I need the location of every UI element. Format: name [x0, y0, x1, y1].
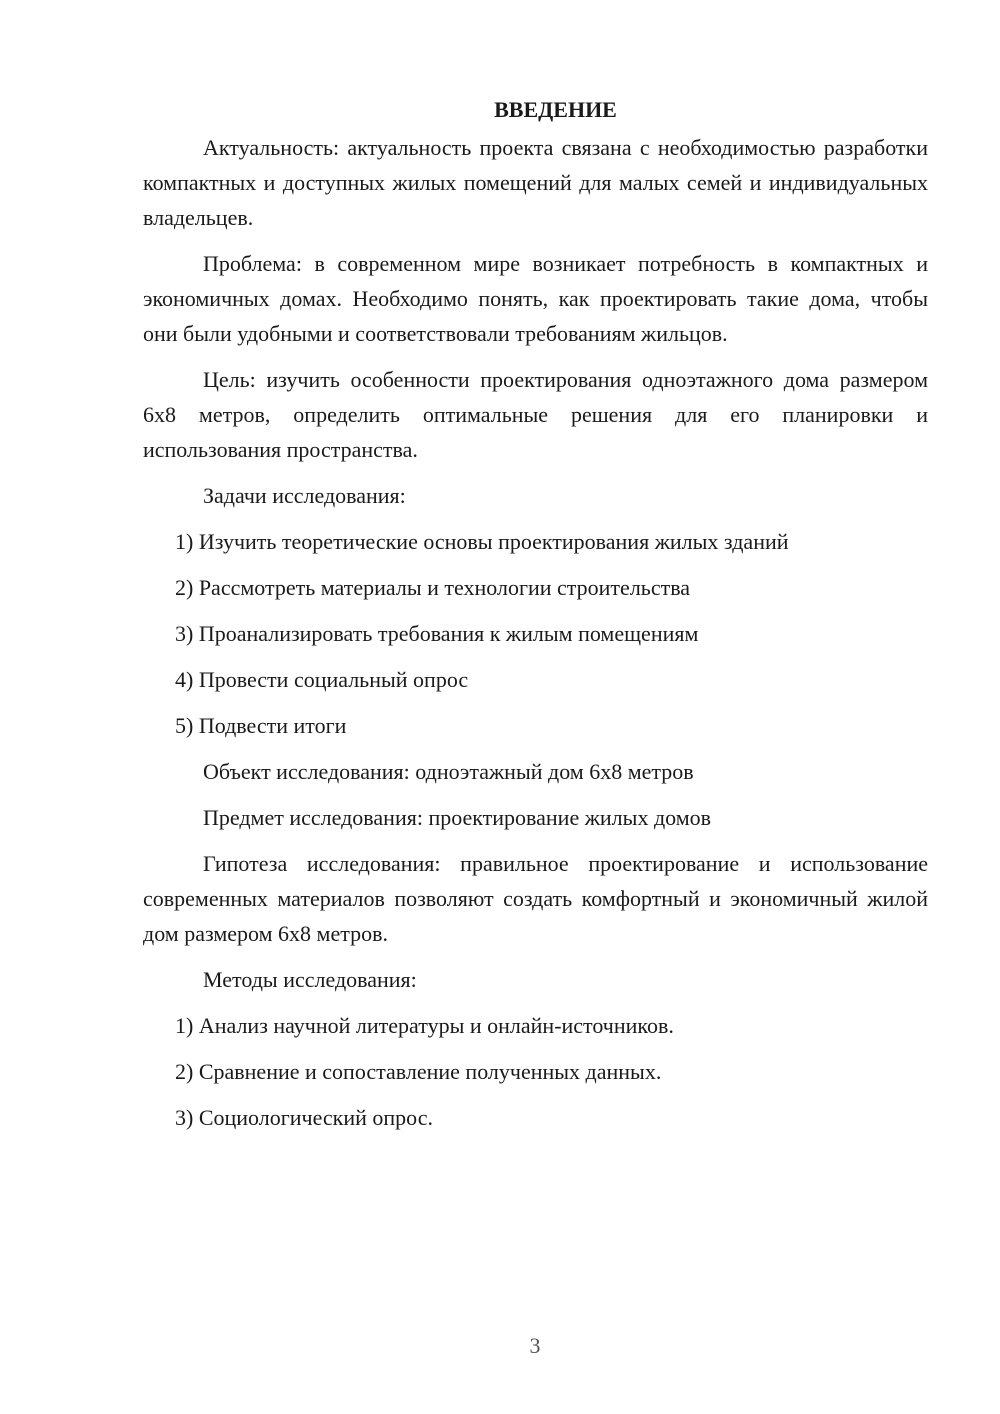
page-content — [143, 92, 928, 1146]
task-item-4: 4) Провести социальный опрос — [175, 667, 469, 692]
task-item-3: 3) Проанализировать требования к жилым помещениям — [175, 621, 699, 646]
relevance-paragraph: Актуальность: актуальность проекта связана с необходимостью разработки компактных и доступных жилых помещений для малых семей и индивидуальных владельцев. — [143, 135, 928, 230]
goal-paragraph: Цель: изучить особенности проектирования одноэтажного дома размером 6х8 метров, определить оптимальные решения для его планировки и использования пространства. — [143, 367, 928, 462]
task-item-5: 5) Подвести итоги — [175, 713, 347, 738]
hypothesis-paragraph: Гипотеза исследования: правильное проектирование и использование современных материалов позволяют создать комфортный и экономичный жилой дом размером 6х8 метров. — [143, 851, 928, 946]
method-item-1: 1) Анализ научной литературы и онлайн-источников. — [175, 1013, 674, 1038]
task-item-2: 2) Рассмотреть материалы и технологии строительства — [175, 575, 691, 600]
page-title: ВВЕДЕНИЕ — [494, 97, 617, 122]
task-item-1: 1) Изучить теоретические основы проектирования жилых зданий — [175, 529, 789, 554]
method-item-3: 3) Социологический опрос. — [175, 1105, 433, 1130]
page-number: 3 — [529, 1333, 541, 1358]
method-item-2: 2) Сравнение и сопоставление полученных данных. — [175, 1059, 662, 1084]
methods-heading: Методы исследования: — [203, 967, 417, 992]
problem-paragraph: Проблема: в современном мире возникает потребность в компактных и экономичных домах. Необходимо понять, как проектировать такие дома, чтобы они были удобными и соответствовали требованиям жильцов. — [143, 251, 928, 346]
research-subject: Предмет исследования: проектирование жилых домов — [203, 805, 712, 830]
research-object: Объект исследования: одноэтажный дом 6х8 метров — [203, 759, 694, 784]
tasks-heading: Задачи исследования: — [203, 483, 406, 508]
